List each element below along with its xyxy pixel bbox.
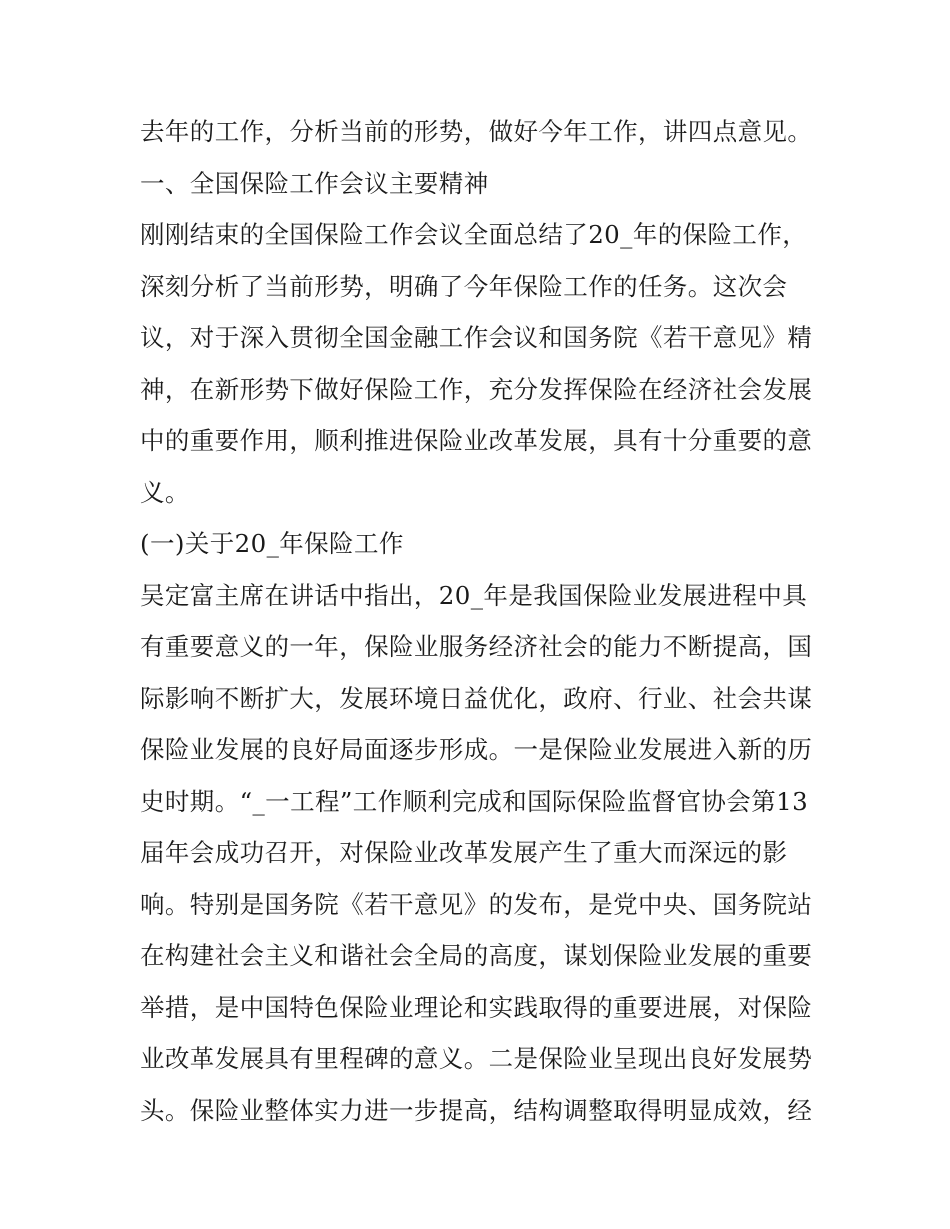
text-line: 业改革发展具有里程碑的意义。二是保险业呈现出良好发展势 [140,1044,813,1073]
text-line: 去年的工作，分析当前的形势，做好今年工作，讲四点意见。 [140,117,813,146]
text-line: 深刻分析了当前形势，明确了今年保险工作的任务。这次会 [140,271,788,301]
section-heading: 一、全国保险工作会议主要精神 [140,168,489,198]
text-line: 史时期。“_一工程”工作顺利完成和国际保险监督官协会第13 [140,786,809,816]
text-line: 义。 [140,477,190,507]
text-line: 议，对于深入贯彻全国金融工作会议和国务院《若干意见》精 [140,323,813,352]
text-line: 吴定富主席在讲话中指出，20_年是我国保险业发展进程中具 [140,580,808,610]
document-body [140,106,820,1136]
subsection-heading: (一)关于20_年保险工作 [140,529,404,558]
text-line: 在构建社会主义和谐社会全局的高度，谋划保险业发展的重要 [140,941,813,970]
text-line: 举措，是中国特色保险业理论和实践取得的重要进展，对保险 [140,992,813,1022]
text-line: 神，在新形势下做好保险工作，充分发挥保险在经济社会发展 [140,374,813,404]
text-line: 头。保险业整体实力进一步提高，结构调整取得明显成效，经 [140,1095,813,1125]
text-line: 响。特别是国务院《若干意见》的发布，是党中央、国务院站 [140,889,813,919]
text-line: 刚刚结束的全国保险工作会议全面总结了20_年的保险工作， [140,220,808,249]
text-line: 际影响不断扩大，发展环境日益优化，政府、行业、社会共谋 [140,683,813,713]
text-line: 保险业发展的良好局面逐步形成。一是保险业发展进入新的历 [140,735,813,764]
text-line: 中的重要作用，顺利推进保险业改革发展，具有十分重要的意 [140,426,813,455]
text-line: 有重要意义的一年，保险业服务经济社会的能力不断提高，国 [140,632,813,661]
text-line: 届年会成功召开，对保险业改革发展产生了重大而深远的影 [140,838,788,867]
